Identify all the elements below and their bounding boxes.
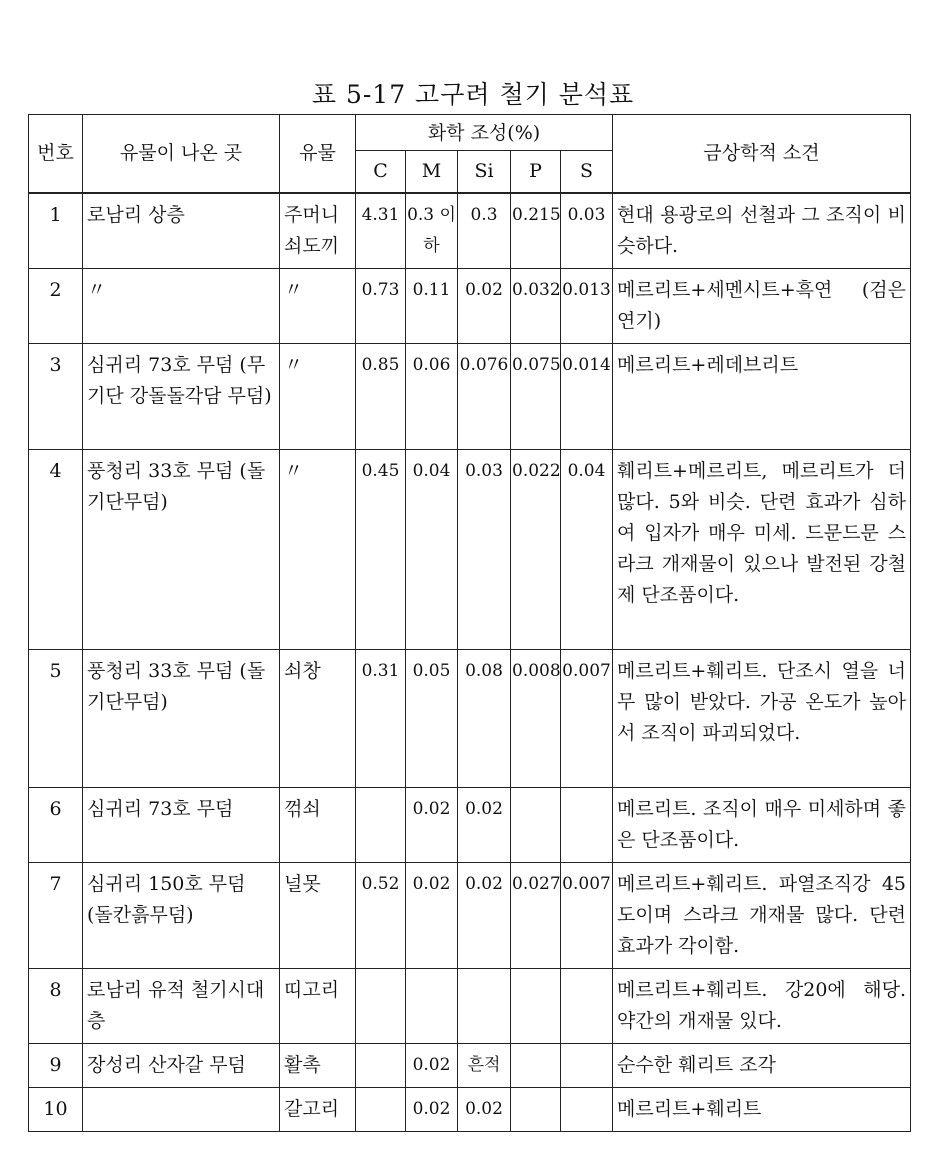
row-note: 메르리트+레데브리트: [613, 343, 911, 449]
row-s: [561, 1087, 613, 1131]
row-si: 0.02: [458, 1087, 511, 1131]
row-si: 0.02: [458, 787, 511, 862]
header-artifact: 유물: [280, 115, 356, 193]
row-artifact: 꺾쇠: [280, 787, 356, 862]
row-number: 10: [29, 1087, 83, 1131]
header-p: P: [511, 151, 561, 193]
row-c: 0.52: [356, 862, 406, 968]
header-si: Si: [458, 151, 511, 193]
row-artifact: 갈고리: [280, 1087, 356, 1131]
row-p: [511, 787, 561, 862]
row-si: 0.02: [458, 862, 511, 968]
row-s: 0.04: [561, 449, 613, 649]
table-row: [29, 1087, 911, 1131]
table-row: [29, 193, 911, 269]
row-number: 9: [29, 1043, 83, 1087]
row-note: 훼리트+메르리트, 메르리트가 더 많다. 5와 비슷. 단련 효과가 심하여 입자가 매우 미세. 드문드문 스라크 개재물이 있으나 발전된 강철제 단조품이다.: [613, 449, 911, 649]
row-p: 0.022: [511, 449, 561, 649]
row-number: 5: [29, 649, 83, 787]
header-metallography: 금상학적 소견: [613, 115, 911, 193]
row-si: 흔적: [458, 1043, 511, 1087]
row-m: [406, 968, 458, 1043]
row-s: 0.007: [561, 862, 613, 968]
row-number: 6: [29, 787, 83, 862]
row-note: 메르리트+훼리트. 강20에 해당. 약간의 개재물 있다.: [613, 968, 911, 1043]
analysis-table: [28, 114, 911, 1132]
row-s: 0.013: [561, 268, 613, 343]
row-artifact: 〃: [280, 449, 356, 649]
row-number: 8: [29, 968, 83, 1043]
row-m: 0.11: [406, 268, 458, 343]
row-site: 심귀리 150호 무덤 (돌칸흙무덤): [83, 862, 280, 968]
row-site: 심귀리 73호 무덤 (무기단 강돌돌각담 무덤): [83, 343, 280, 449]
row-p: 0.075: [511, 343, 561, 449]
row-site: 〃: [83, 268, 280, 343]
row-site: 풍청리 33호 무덤 (돌기단무덤): [83, 649, 280, 787]
table-title: 표 5-17 고구려 철기 분석표: [311, 80, 635, 109]
row-s: [561, 968, 613, 1043]
row-p: 0.032: [511, 268, 561, 343]
row-site: 장성리 산자갈 무덤: [83, 1043, 280, 1087]
row-si: 0.02: [458, 268, 511, 343]
row-m: 0.04: [406, 449, 458, 649]
row-number: 2: [29, 268, 83, 343]
row-note: 메르리트. 조직이 매우 미세하며 좋은 단조품이다.: [613, 787, 911, 862]
row-artifact: 〃: [280, 268, 356, 343]
table-row: [29, 787, 911, 862]
row-p: 0.008: [511, 649, 561, 787]
table-row: [29, 343, 911, 449]
row-p: [511, 1043, 561, 1087]
row-note: 메르리트+훼리트: [613, 1087, 911, 1131]
row-c: 0.73: [356, 268, 406, 343]
table-row: [29, 1043, 911, 1087]
row-p: [511, 968, 561, 1043]
row-number: 7: [29, 862, 83, 968]
row-c: [356, 1043, 406, 1087]
table-row: [29, 862, 911, 968]
row-s: 0.03: [561, 193, 613, 269]
row-note: 현대 용광로의 선철과 그 조직이 비슷하다.: [613, 193, 911, 269]
row-c: 4.31: [356, 193, 406, 269]
row-c: [356, 1087, 406, 1131]
row-artifact: 띠고리: [280, 968, 356, 1043]
header-site: 유물이 나온 곳: [83, 115, 280, 193]
row-si: 0.3: [458, 193, 511, 269]
header-composition: 화학 조성(%): [356, 115, 613, 151]
row-note: 메르리트+훼리트. 파열조직강 45도이며 스라크 개재물 많다. 단련 효과가 각이함.: [613, 862, 911, 968]
row-m: 0.02: [406, 862, 458, 968]
row-c: 0.31: [356, 649, 406, 787]
row-site: 풍청리 33호 무덤 (돌기단무덤): [83, 449, 280, 649]
row-artifact: 널못: [280, 862, 356, 968]
row-note: 메르리트+세멘시트+흑연 (검은 연기): [613, 268, 911, 343]
row-s: 0.014: [561, 343, 613, 449]
row-site: [83, 1087, 280, 1131]
row-m: 0.02: [406, 1043, 458, 1087]
row-artifact: 주머니쇠도끼: [280, 193, 356, 269]
row-artifact: 활촉: [280, 1043, 356, 1087]
row-c: 0.45: [356, 449, 406, 649]
row-m: 0.06: [406, 343, 458, 449]
header-no: 번호: [29, 115, 83, 193]
row-c: [356, 787, 406, 862]
row-p: 0.027: [511, 862, 561, 968]
row-number: 3: [29, 343, 83, 449]
row-site: 로남리 유적 철기시대층: [83, 968, 280, 1043]
row-note: 순수한 훼리트 조각: [613, 1043, 911, 1087]
row-p: 0.215: [511, 193, 561, 269]
table-row: [29, 268, 911, 343]
row-site: 로남리 상층: [83, 193, 280, 269]
row-c: 0.85: [356, 343, 406, 449]
row-note: 메르리트+훼리트. 단조시 열을 너무 많이 받았다. 가공 온도가 높아서 조직이 파괴되었다.: [613, 649, 911, 787]
row-si: [458, 968, 511, 1043]
row-m: 0.05: [406, 649, 458, 787]
row-s: [561, 1043, 613, 1087]
row-m: 0.3 이하: [406, 193, 458, 269]
row-si: 0.076: [458, 343, 511, 449]
row-p: [511, 1087, 561, 1131]
header-s: S: [561, 151, 613, 193]
row-artifact: 쇠창: [280, 649, 356, 787]
row-artifact: 〃: [280, 343, 356, 449]
row-si: 0.08: [458, 649, 511, 787]
table-row: [29, 968, 911, 1043]
row-c: [356, 968, 406, 1043]
row-number: 4: [29, 449, 83, 649]
row-s: 0.007: [561, 649, 613, 787]
row-si: 0.03: [458, 449, 511, 649]
table-row: [29, 449, 911, 649]
row-s: [561, 787, 613, 862]
table-row: [29, 649, 911, 787]
row-number: 1: [29, 193, 83, 269]
row-m: 0.02: [406, 1087, 458, 1131]
row-site: 심귀리 73호 무덤: [83, 787, 280, 862]
header-c: C: [356, 151, 406, 193]
header-m: M: [406, 151, 458, 193]
row-m: 0.02: [406, 787, 458, 862]
